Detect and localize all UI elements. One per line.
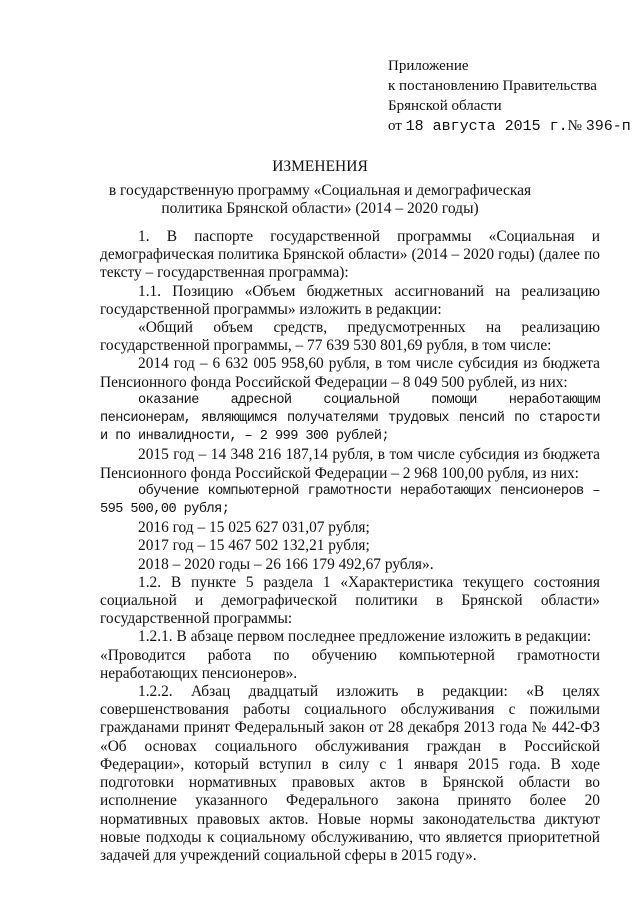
paragraph-2015: 2015 год – 14 348 216 187,14 рубля, в том числе субсидия из бюджета Пенсионного фонда Российской Федерации – 2 968 100,00 рубля, из них: (100, 446, 600, 482)
paragraph-2014-assistance: оказание адресной социальной помощи неработающим пенсионерам, являющимся получателями трудовых пенсий по старости и по инвалидности, – 2 999 300 рублей; (100, 392, 600, 445)
paragraph-2017: 2017 год – 15 467 502 132,21 рубля; (138, 537, 370, 555)
appendix-resolution-line: к постановлению Правительства (388, 78, 597, 94)
appendix-date-line (388, 116, 631, 137)
document-subtitle-line-1: в государственную программу «Социальная и демографическая (108, 182, 532, 199)
document-subtitle-line-2: политика Брянской области» (2014 – 2020 годы) (161, 200, 479, 217)
paragraph-quote-training: «Проводится работа по обучению компьютерной грамотности неработающих пенсионеров». (100, 646, 600, 682)
document-title-block (60, 158, 580, 218)
paragraph-1-1: 1.1. Позицию «Объем бюджетных ассигнований на реализацию государственной программы» изложить в редакции: (100, 282, 600, 318)
document-heading: ИЗМЕНЕНИЯ (272, 158, 368, 175)
appendix-header (388, 56, 631, 137)
paragraph-2016: 2016 год – 15 025 627 031,07 рубля; (138, 519, 370, 537)
paragraph-2018-2020: 2018 – 2020 годы – 26 166 179 492,67 рубля». (138, 555, 434, 573)
resolution-number: 396-п (585, 118, 631, 135)
appendix-title: Приложение (388, 58, 469, 74)
paragraph-2014: 2014 год – 6 632 005 958,60 рубля, в том числе субсидия из бюджета Пенсионного фонда Российской Федерации – 8 049 500 рублей, из них: (100, 355, 600, 391)
document-body (100, 228, 600, 865)
paragraph-1: 1. В паспорте государственной программы «Социальная и демографическая политика Брянской области» (2014 – 2020 годы) (далее по тексту – государственная программа): (100, 228, 600, 282)
paragraph-1-2-1: 1.2.1. В абзаце первом последнее предложение изложить в редакции: (138, 628, 592, 646)
paragraph-2015-training: обучение компьютерной грамотности неработающих пенсионеров – 595 500,00 рубля; (100, 483, 600, 518)
paragraph-total-funding: «Общий объем средств, предусмотренных на реализацию государственной программы, – 77 639 530 801,69 рубля, в том числе: (100, 319, 600, 355)
date-value: 18 августа 2015 г. (405, 118, 568, 135)
date-prefix: от (388, 118, 402, 134)
appendix-region-line: Брянской области (388, 98, 502, 114)
paragraph-1-2: 1.2. В пункте 5 раздела 1 «Характеристика текущего состояния социальной и демографической политики в Брянской области» государственной программы: (100, 573, 600, 628)
paragraph-1-2-2: 1.2.2. Абзац двадцатый изложить в редакции: «В целях совершенствования работы социального обслуживания с пожилыми гражданами принят Федеральный закон от 28 декабря 2013 года № 442-ФЗ «Об основах социального обслуживания граждан в Российской Федерации», который вступил в силу с 1 января 2015 года. В ходе подготовки нормативных правовых актов в Брянской области во исполнение указанного Федерального закона принято более 20 нормативных правовых актов. Новые нормы законодательства диктуют новые подходы к социальному обслуживанию, что является приоритетной задачей для учреждений социальной сферы в 2015 году». (100, 683, 600, 864)
number-sign: № (567, 118, 582, 134)
